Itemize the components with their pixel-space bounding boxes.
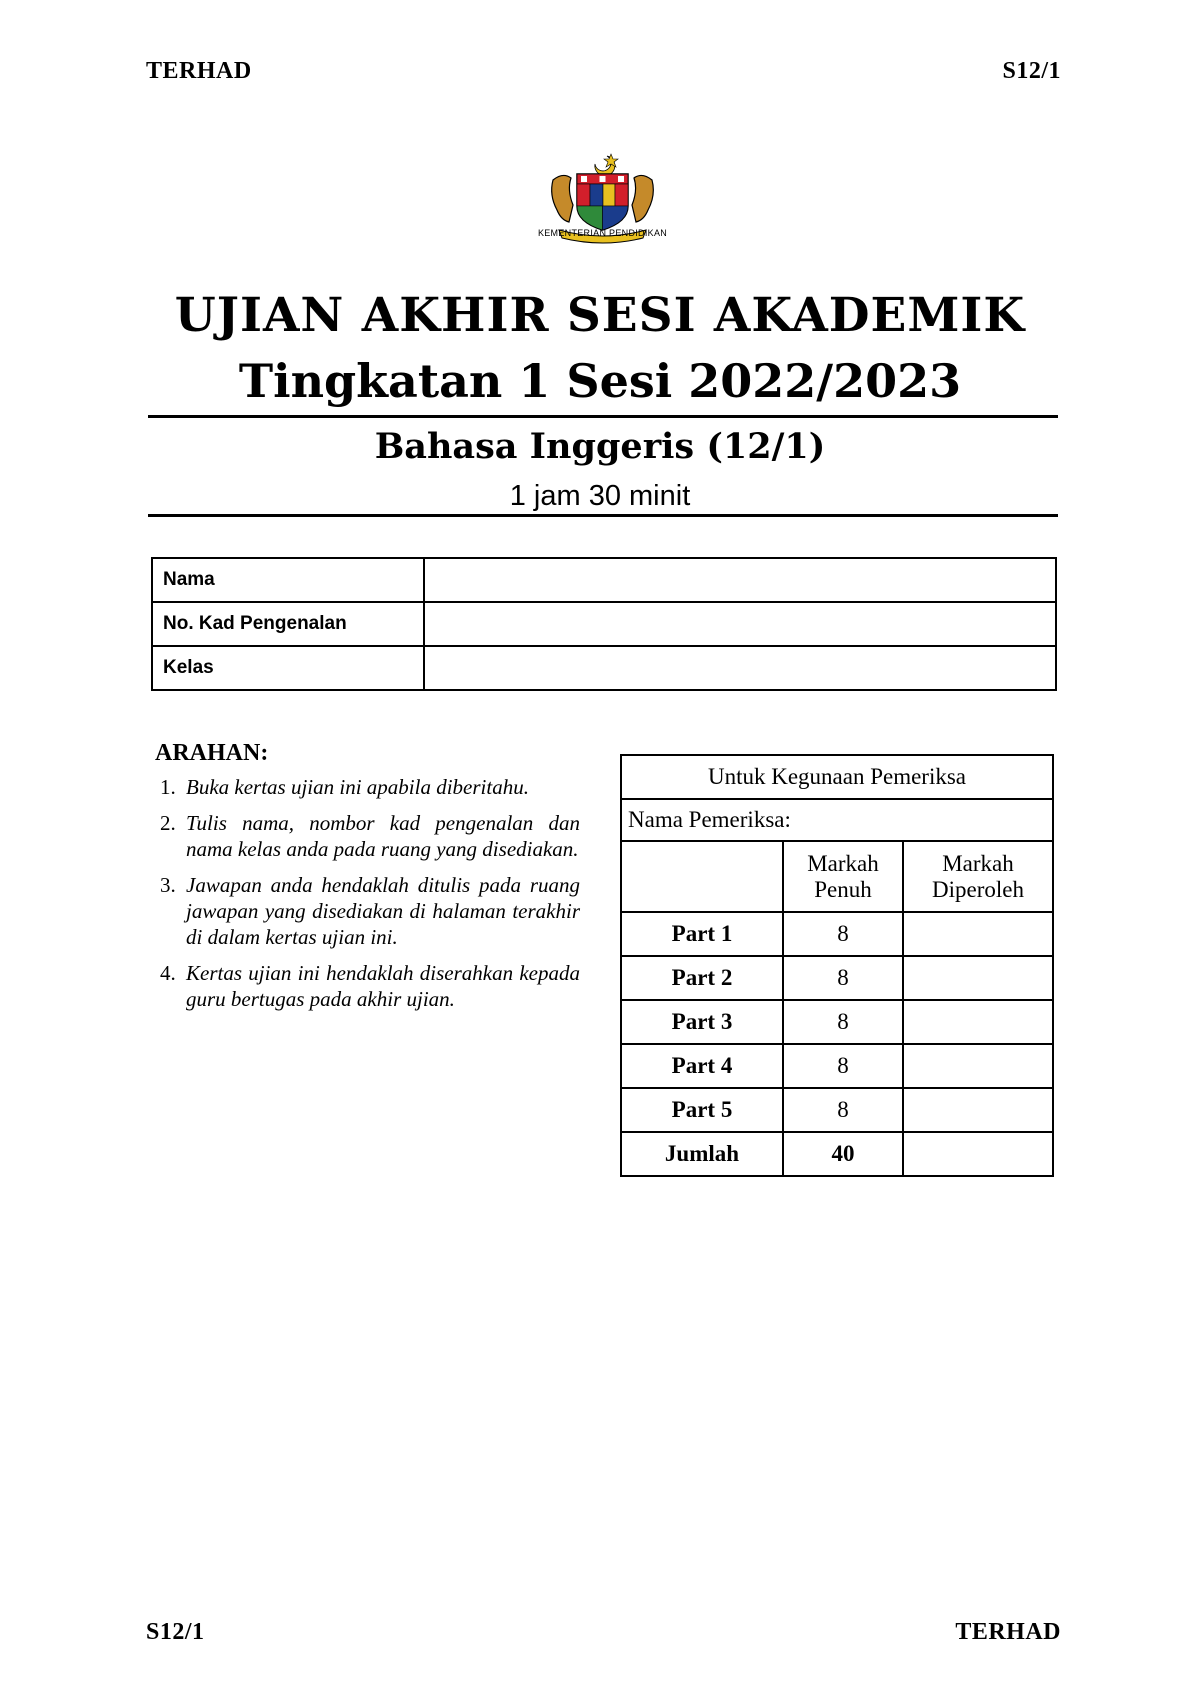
table-row — [621, 799, 1053, 841]
marks-obtained-cell[interactable] — [903, 912, 1053, 956]
item-text: Tulis nama, nombor kad pengenalan dan nama kelas anda pada ruang yang disediakan. — [186, 811, 580, 861]
divider-bottom — [148, 514, 1058, 517]
list-item — [158, 872, 580, 950]
table-row — [621, 912, 1053, 956]
class-label: Kelas — [152, 646, 424, 690]
header-classification: TERHAD — [146, 58, 252, 84]
part-label: Part 2 — [621, 956, 783, 1000]
table-row — [152, 558, 1056, 602]
blank-header-cell — [621, 841, 783, 912]
marks-obtained-cell[interactable] — [903, 956, 1053, 1000]
list-item — [158, 810, 580, 862]
ic-number-field[interactable] — [424, 602, 1056, 646]
item-number: 1. — [160, 775, 176, 799]
part-label: Part 1 — [621, 912, 783, 956]
full-marks-value: 8 — [783, 1044, 903, 1088]
exam-session: Tingkatan 1 Sesi 2022/2023 — [238, 354, 962, 408]
full-marks-value: 8 — [783, 956, 903, 1000]
marks-obtained-header — [903, 841, 1053, 912]
part-label: Part 3 — [621, 1000, 783, 1044]
full-marks-header — [783, 841, 903, 912]
table-row — [621, 1132, 1053, 1176]
total-full-marks: 40 — [783, 1132, 903, 1176]
examiner-name-field[interactable]: Nama Pemeriksa: — [621, 799, 1053, 841]
ministry-name: KEMENTERIAN PENDIDIKAN — [537, 228, 668, 238]
item-text: Jawapan anda hendaklah ditulis pada ruang jawapan yang disediakan di halaman terakhir di dalam kertas ujian ini. — [186, 873, 580, 949]
total-label: Jumlah — [621, 1132, 783, 1176]
table-row — [621, 1088, 1053, 1132]
marks-obtained-cell[interactable] — [903, 1044, 1053, 1088]
marks-obtained-cell[interactable] — [903, 1000, 1053, 1044]
examiner-marks-table — [620, 754, 1054, 1177]
instructions-list — [158, 774, 580, 1022]
table-row — [621, 1000, 1053, 1044]
full-marks-value: 8 — [783, 912, 903, 956]
item-number: 3. — [160, 873, 176, 897]
table-row — [152, 646, 1056, 690]
ic-number-label: No. Kad Pengenalan — [152, 602, 424, 646]
table-row — [152, 602, 1056, 646]
candidate-info-table — [151, 557, 1057, 691]
marks-obtained-cell[interactable] — [903, 1088, 1053, 1132]
divider-top — [148, 415, 1058, 418]
full-marks-value: 8 — [783, 1088, 903, 1132]
table-row — [621, 1044, 1053, 1088]
full-marks-header-line2: Penuh — [814, 876, 872, 902]
table-row — [621, 841, 1053, 912]
total-obtained-cell[interactable] — [903, 1132, 1053, 1176]
part-label: Part 5 — [621, 1088, 783, 1132]
list-item — [158, 960, 580, 1012]
table-row — [621, 956, 1053, 1000]
footer-classification: TERHAD — [955, 1619, 1061, 1645]
part-label: Part 4 — [621, 1044, 783, 1088]
item-number: 4. — [160, 961, 176, 985]
header-paper-code: S12/1 — [1002, 58, 1061, 84]
full-marks-value: 8 — [783, 1000, 903, 1044]
list-item — [158, 774, 580, 800]
item-text: Kertas ujian ini hendaklah diserahkan kepada guru bertugas pada akhir ujian. — [186, 961, 580, 1011]
item-number: 2. — [160, 811, 176, 835]
exam-title: UJIAN AKHIR SESI AKADEMIK — [174, 288, 1026, 343]
item-text: Buka kertas ujian ini apabila diberitahu. — [186, 775, 529, 799]
marks-obtained-header-line1: Markah — [942, 850, 1014, 876]
class-field[interactable] — [424, 646, 1056, 690]
full-marks-header-line1: Markah — [807, 850, 879, 876]
name-label: Nama — [152, 558, 424, 602]
exam-duration: 1 jam 30 minit — [509, 480, 691, 512]
examiner-use-title: Untuk Kegunaan Pemeriksa — [621, 755, 1053, 799]
instructions-heading: ARAHAN: — [155, 740, 269, 766]
marks-obtained-header-line2: Diperoleh — [932, 876, 1024, 902]
footer-paper-code: S12/1 — [146, 1619, 205, 1645]
subject-title: Bahasa Inggeris (12/1) — [374, 426, 826, 467]
table-row — [621, 755, 1053, 799]
name-field[interactable] — [424, 558, 1056, 602]
